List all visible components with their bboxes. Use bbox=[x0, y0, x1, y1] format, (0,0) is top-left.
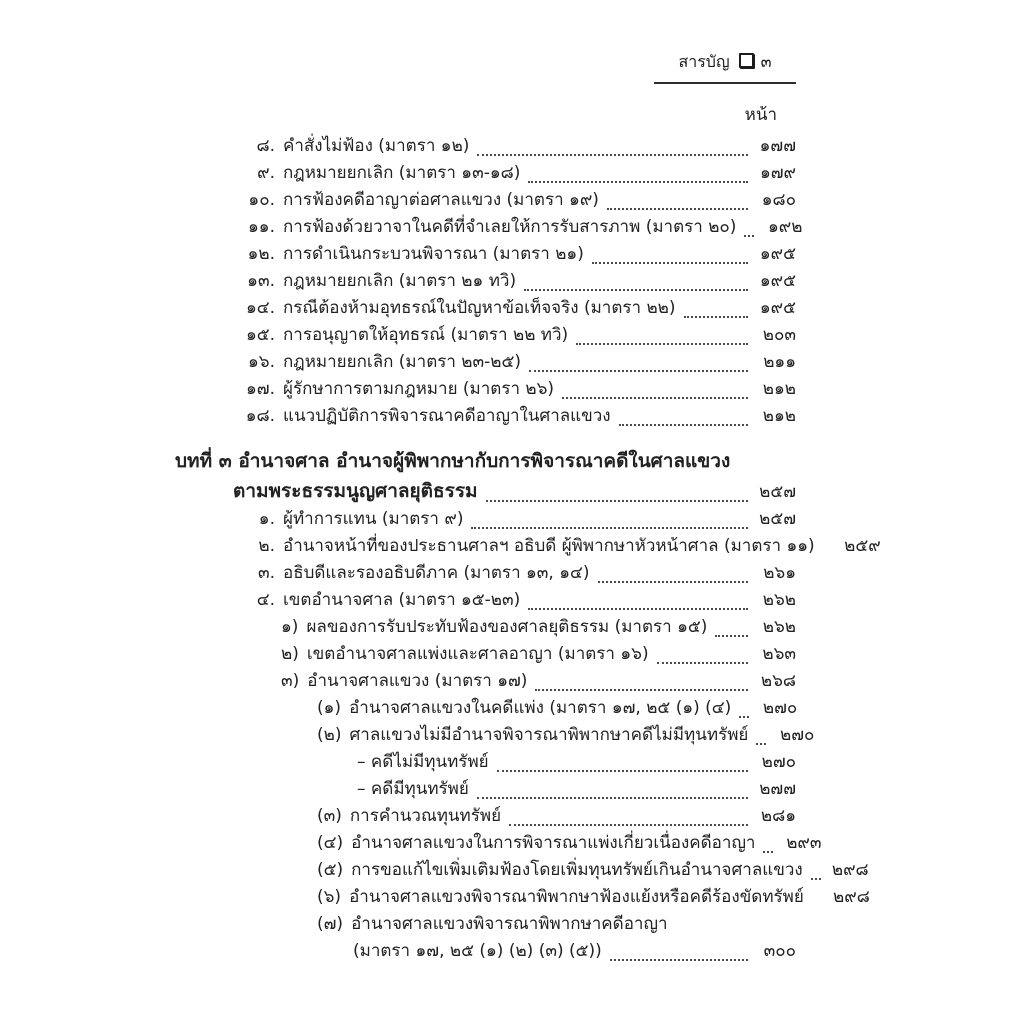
toc-item-number: (๒) bbox=[317, 725, 342, 745]
toc-item-title: กฎหมายยกเลิก (มาตรา ๒๑ ทวิ) bbox=[283, 271, 517, 291]
toc-item-title: การฟ้องคดีอาญาต่อศาลแขวง (มาตรา ๑๙) bbox=[283, 190, 599, 210]
toc-item-page-number: ๒๐๓ bbox=[762, 325, 796, 345]
toc-item-number: ๓. bbox=[257, 563, 275, 583]
toc-item-page-number: ๑๘๐ bbox=[761, 190, 796, 210]
dotted-leader bbox=[528, 608, 748, 610]
toc-row bbox=[175, 507, 796, 534]
toc-item-number: ๑๘. bbox=[245, 406, 275, 426]
toc-row bbox=[175, 188, 796, 215]
toc-item-page-number: ๒๕๗ bbox=[759, 509, 796, 529]
toc-row bbox=[175, 858, 869, 885]
dotted-leader bbox=[684, 316, 748, 318]
toc-item-page-number: ๑๙๒ bbox=[767, 217, 803, 237]
toc-item-title: (มาตรา ๑๗, ๒๕ (๑) (๒) (๓) (๕)) bbox=[353, 941, 602, 961]
dotted-leader bbox=[535, 689, 748, 691]
toc-item-page-number: ๓๐๐ bbox=[763, 941, 796, 961]
toc-item-page-number: ๒๗๗ bbox=[759, 779, 796, 799]
toc-row bbox=[175, 377, 796, 404]
dotted-leader bbox=[576, 343, 748, 345]
toc-row bbox=[175, 350, 796, 377]
toc-item-page-number: ๒๖๒ bbox=[762, 590, 796, 610]
toc-item-title: อำนาจหน้าที่ของประธานศาลฯ อธิบดี ผู้พิพากษาหัวหน้าศาล (มาตรา ๑๑) bbox=[283, 536, 815, 556]
toc-header-title: สารบัญ bbox=[678, 52, 730, 71]
toc-item-title: ผลของการรับประทับฟ้องของศาลยุติธรรม (มาตรา ๑๕) bbox=[306, 617, 708, 637]
toc-item-number: ๑๐. bbox=[248, 190, 275, 210]
toc-row bbox=[175, 161, 796, 188]
toc-item-title: ผู้ทำการแทน (มาตรา ๙) bbox=[283, 509, 464, 529]
toc-row bbox=[175, 804, 796, 831]
toc-item-title: คำสั่งไม่ฟ้อง (มาตรา ๑๒) bbox=[283, 136, 470, 156]
toc-row bbox=[175, 215, 803, 242]
toc-row bbox=[175, 242, 796, 269]
dotted-leader bbox=[562, 397, 748, 399]
dotted-leader bbox=[592, 262, 748, 264]
toc-item-number: (๑) bbox=[317, 698, 342, 718]
toc-row bbox=[175, 534, 881, 561]
toc-row bbox=[175, 615, 796, 642]
dotted-leader bbox=[607, 208, 748, 210]
toc-item-page-number: ๒๙๓ bbox=[786, 833, 822, 853]
toc-item-page-number: ๑๙๕ bbox=[759, 244, 796, 264]
dotted-leader bbox=[744, 235, 754, 237]
toc-item-page-number: ๒๖๒ bbox=[762, 617, 796, 637]
toc-item-page-number: ๒๑๒ bbox=[762, 379, 796, 399]
toc-item-page-number: ๒๕๗ bbox=[759, 482, 796, 502]
toc-item-page-number: ๑๙๕ bbox=[759, 271, 796, 291]
toc-item-number: (๔) bbox=[317, 833, 344, 853]
toc-row bbox=[175, 669, 796, 696]
toc-item-page-number: ๒๗๐ bbox=[761, 752, 796, 772]
toc-item-number: ๑๑. bbox=[248, 217, 275, 237]
toc-row bbox=[175, 323, 796, 350]
toc-item-page-number: ๒๕๙ bbox=[844, 536, 881, 556]
toc-item-page-number: ๒๖๑ bbox=[763, 563, 796, 583]
toc-item-number: ๑๗. bbox=[246, 379, 275, 399]
toc-item-title: อำนาจศาลแขวงพิจารณาพิพากษาฟ้องแย้งหรือคดีร้องขัดทรัพย์ bbox=[349, 887, 804, 907]
toc-row bbox=[175, 750, 796, 777]
toc-item-title: การคำนวณทุนทรัพย์ bbox=[349, 806, 502, 826]
toc-row bbox=[175, 642, 796, 669]
toc-item-title: กฎหมายยกเลิก (มาตรา ๑๓-๑๘) bbox=[283, 163, 521, 183]
toc-item-title: อำนาจศาลแขวงในการพิจารณาแพ่งเกี่ยวเนื่องคดีอาญา bbox=[351, 833, 756, 853]
toc-item-page-number: ๒๗๐ bbox=[762, 698, 798, 718]
toc-row bbox=[175, 296, 796, 323]
toc-row bbox=[175, 696, 796, 723]
toc-item-title: กรณีต้องห้ามอุทธรณ์ในปัญหาข้อเท็จจริง (มาตรา ๒๒) bbox=[283, 298, 676, 318]
toc-item-number: ๑๖. bbox=[248, 352, 275, 372]
toc-row bbox=[175, 561, 796, 588]
toc-item-number: ๓) bbox=[281, 671, 300, 691]
toc-row bbox=[175, 134, 796, 161]
toc-item-number: ๑) bbox=[281, 617, 299, 637]
dotted-leader bbox=[477, 797, 748, 799]
toc-item-page-number: ๒๘๑ bbox=[760, 806, 796, 826]
dotted-leader bbox=[610, 959, 748, 961]
toc-item-title: ศาลแขวงไม่มีอำนาจพิจารณาพิพากษาคดีไม่มีทุนทรัพย์ bbox=[349, 725, 749, 745]
toc-row bbox=[175, 912, 796, 939]
toc-item-title: แนวปฏิบัติการพิจารณาคดีอาญาในศาลแขวง bbox=[283, 406, 611, 426]
toc-item-number: (๓) bbox=[317, 806, 342, 826]
dotted-leader bbox=[529, 370, 748, 372]
chapter-heading-row bbox=[175, 477, 796, 507]
toc-item-title: กฎหมายยกเลิก (มาตรา ๒๓-๒๕) bbox=[283, 352, 521, 372]
toc-item-title: ผู้รักษาการตามกฎหมาย (มาตรา ๒๖) bbox=[283, 379, 555, 399]
dotted-leader bbox=[509, 824, 748, 826]
toc-item-number: ๒. bbox=[258, 536, 275, 556]
toc-row bbox=[175, 885, 870, 912]
toc-item-page-number: ๒๑๑ bbox=[763, 352, 796, 372]
toc-item-title: การขอแก้ไขเพิ่มเติมฟ้องโดยเพิ่มทุนทรัพย์เกินอำนาจศาลแขวง bbox=[351, 860, 803, 880]
toc-item-number: (๖) bbox=[317, 887, 342, 907]
toc-item-page-number: ๒๙๘ bbox=[831, 860, 869, 880]
toc-item-page-number: ๑๗๗ bbox=[759, 136, 796, 156]
toc-item-title: การฟ้องด้วยวาจาในคดีที่จำเลยให้การรับสารภาพ (มาตรา ๒๐) bbox=[283, 217, 737, 237]
toc-item-title: การดำเนินกระบวนพิจารณา (มาตรา ๒๑) bbox=[283, 244, 584, 264]
toc-item-page-number: ๑๗๙ bbox=[759, 163, 796, 183]
toc-item-number: ๑๓. bbox=[247, 271, 275, 291]
toc-row bbox=[175, 831, 822, 858]
toc-item-number: ๒) bbox=[281, 644, 299, 664]
dotted-leader bbox=[811, 878, 821, 880]
toc-item-title: – คดีไม่มีทุนทรัพย์ bbox=[357, 752, 489, 772]
toc-row bbox=[175, 723, 815, 750]
toc-item-number: ๑๕. bbox=[245, 325, 275, 345]
toc-item-title: เขตอำนาจศาลแพ่งและศาลอาญา (มาตรา ๑๖) bbox=[306, 644, 649, 664]
dotted-leader bbox=[763, 851, 773, 853]
dotted-leader bbox=[756, 743, 766, 745]
toc-header-page-number: ๓ bbox=[760, 52, 772, 71]
toc-row bbox=[175, 939, 796, 966]
toc-item-number: ๙. bbox=[257, 163, 275, 183]
page-column-label: หน้า bbox=[744, 105, 777, 125]
dotted-leader bbox=[477, 154, 748, 156]
toc-item-page-number: ๒๗๐ bbox=[780, 725, 815, 745]
dotted-leader bbox=[739, 716, 749, 718]
toc-item-title: อำนาจศาลแขวง (มาตรา ๑๗) bbox=[307, 671, 528, 691]
chapter-heading-row bbox=[175, 447, 796, 477]
toc-item-title: เขตอำนาจศาล (มาตรา ๑๕-๒๓) bbox=[283, 590, 521, 610]
toc-item-number: ๔. bbox=[256, 590, 275, 610]
dotted-leader bbox=[715, 635, 748, 637]
toc-item-number: ๑๔. bbox=[245, 298, 275, 318]
toc-item-title: อำนาจศาลแขวงในคดีแพ่ง (มาตรา ๑๗, ๒๕ (๑) (๔) bbox=[349, 698, 732, 718]
square-bullet-icon bbox=[739, 53, 754, 68]
toc-list bbox=[175, 134, 881, 966]
dotted-leader bbox=[497, 770, 748, 772]
toc-item-title: อำนาจศาลแขวงพิจารณาพิพากษาคดีอาญา bbox=[351, 914, 668, 934]
toc-item-page-number: ๑๙๕ bbox=[759, 298, 796, 318]
toc-item-title: – คดีมีทุนทรัพย์ bbox=[357, 779, 469, 799]
dotted-leader bbox=[528, 181, 748, 183]
toc-item-title: อธิบดีและรองอธิบดีภาค (มาตรา ๑๓, ๑๔) bbox=[283, 563, 590, 583]
toc-item-page-number: ๒๖๘ bbox=[760, 671, 796, 691]
chapter-heading-text: บทที่ ๓ อำนาจศาล อำนาจผู้พิพากษากับการพิจารณาคดีในศาลแขวง bbox=[175, 450, 731, 472]
toc-row bbox=[175, 404, 796, 431]
toc-header bbox=[654, 50, 796, 84]
dotted-leader bbox=[524, 289, 748, 291]
toc-row bbox=[175, 588, 796, 615]
toc-item-number: ๑๒. bbox=[247, 244, 275, 264]
dotted-leader bbox=[619, 424, 748, 426]
toc-item-page-number: ๒๖๓ bbox=[762, 644, 796, 664]
dotted-leader bbox=[471, 527, 748, 529]
dotted-leader bbox=[657, 662, 748, 664]
toc-item-page-number: ๒๑๒ bbox=[762, 406, 796, 426]
toc-item-number: (๗) bbox=[317, 914, 344, 934]
toc-item-number: ๑. bbox=[258, 509, 275, 529]
toc-row bbox=[175, 269, 796, 296]
toc-item-page-number: ๒๙๘ bbox=[833, 887, 870, 907]
chapter-heading-text: ตามพระธรรมนูญศาลยุติธรรม bbox=[233, 480, 478, 502]
dotted-leader bbox=[486, 500, 748, 502]
toc-item-title: การอนุญาตให้อุทธรณ์ (มาตรา ๒๒ ทวิ) bbox=[283, 325, 569, 345]
toc-row bbox=[175, 777, 796, 804]
dotted-leader bbox=[598, 581, 748, 583]
toc-item-number: ๘. bbox=[256, 136, 275, 156]
toc-item-number: (๕) bbox=[317, 860, 344, 880]
